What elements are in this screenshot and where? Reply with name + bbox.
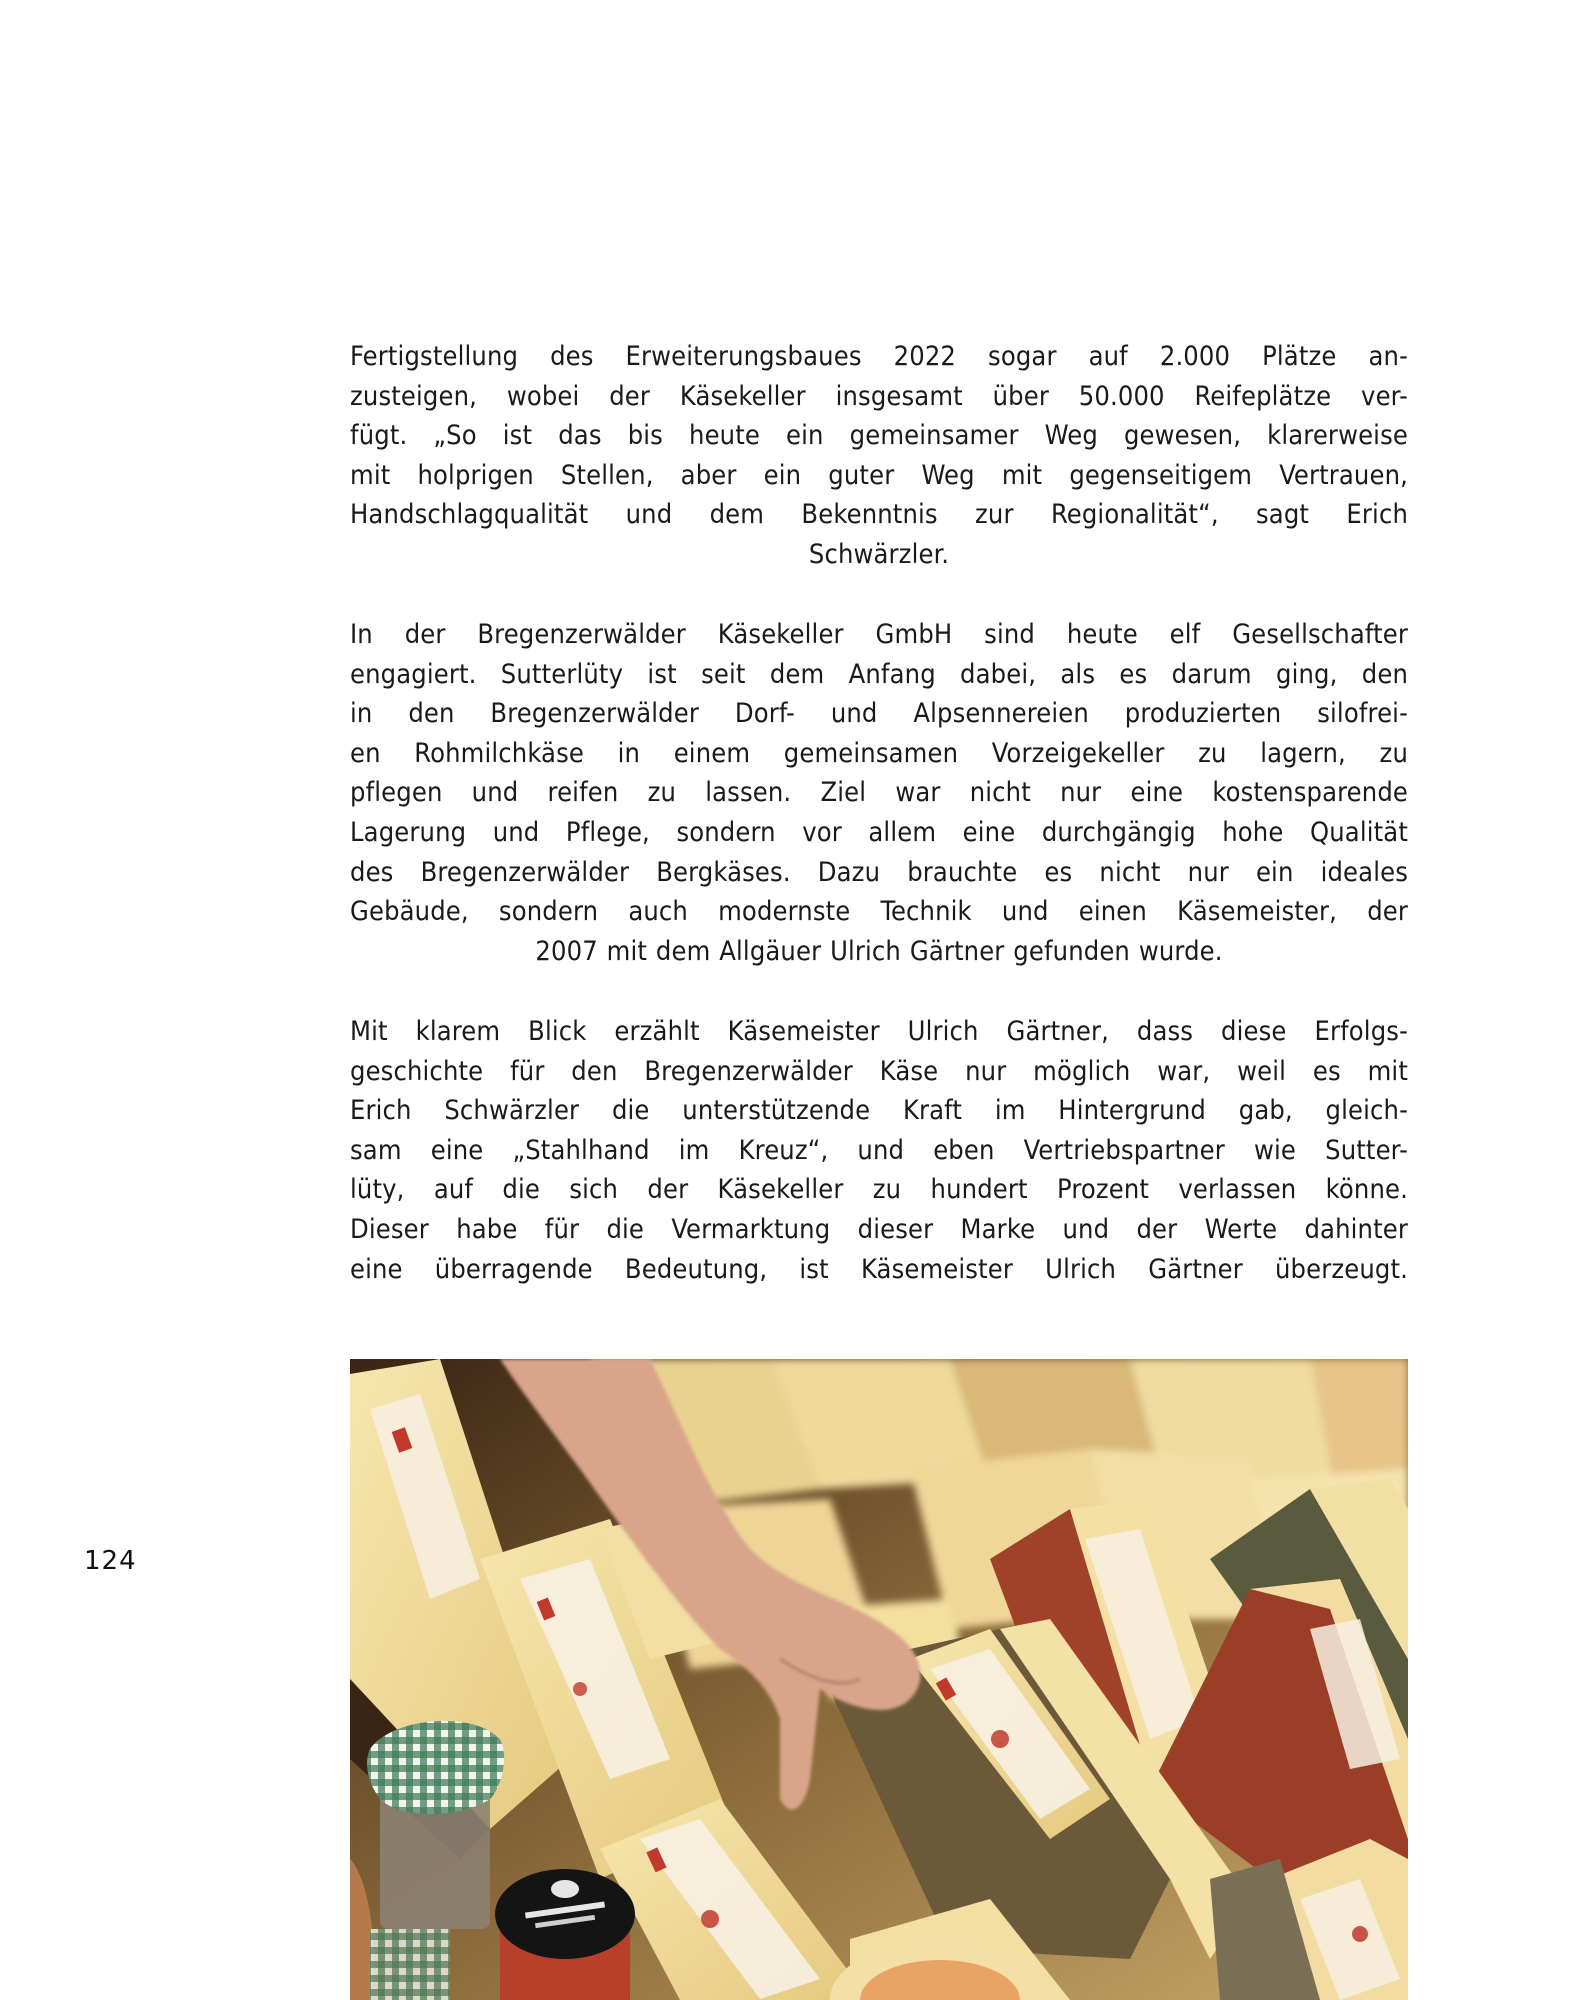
text-line: Mit klarem Blick erzählt Käsemeister Ulrich Gärtner, dass diese Erfolgs-	[350, 1016, 1408, 1047]
text-line: engagiert. Sutterlüty ist seit dem Anfang dabei, als es darum ging, den	[350, 658, 1408, 690]
paragraph-1	[350, 337, 1408, 575]
text-line: Gebäude, sondern auch modernste Technik und einen Käsemeister, der	[350, 896, 1408, 928]
cheese-photo	[350, 1359, 1408, 2000]
text-line: 2007 mit dem Allgäuer Ulrich Gärtner gefunden wurde.	[535, 935, 1223, 967]
text-line: mit holprigen Stellen, aber ein guter Weg mit gegenseitigem Vertrauen,	[350, 459, 1408, 491]
text-line: geschichte für den Bregenzerwälder Käse nur möglich war, weil es mit	[350, 1055, 1408, 1087]
text-line: des Bregenzerwälder Bergkäses. Dazu brauchte es nicht nur ein ideales	[350, 856, 1408, 888]
text-line: zusteigen, wobei der Käsekeller insgesamt über 50.000 Reifeplätze ver-	[350, 380, 1408, 412]
text-line: Fertigstellung des Erweiterungsbaues 2022 sogar auf 2.000 Plätze an-	[350, 341, 1408, 372]
text-line: Erich Schwärzler die unterstützende Kraft im Hintergrund gab, gleich-	[350, 1095, 1408, 1127]
text-line: Lagerung und Pflege, sondern vor allem eine durchgängig hohe Qualität	[350, 816, 1408, 848]
text-line: eine überragende Bedeutung, ist Käsemeister Ulrich Gärtner überzeugt.	[350, 1253, 1408, 1285]
text-line: pflegen und reifen zu lassen. Ziel war nicht nur eine kostensparende	[350, 777, 1408, 809]
text-line: Dieser habe für die Vermarktung dieser Marke und der Werte dahinter	[350, 1213, 1408, 1245]
text-line: In der Bregenzerwälder Käsekeller GmbH sind heute elf Gesellschafter	[350, 619, 1408, 650]
text-line: in den Bregenzerwälder Dorf- und Alpsennereien produzierten silofrei-	[350, 698, 1408, 730]
page-number: 124	[84, 1546, 137, 1576]
paragraph-2	[350, 615, 1408, 971]
pepperoni-jar-illustration	[495, 1869, 635, 2000]
text-line: fügt. „So ist das bis heute ein gemeinsamer Weg gewesen, klarerweise	[350, 420, 1408, 452]
text-line: en Rohmilchkäse in einem gemeinsamen Vorzeigekeller zu lagern, zu	[350, 737, 1408, 769]
cheese-photo-illustration	[350, 1359, 1408, 2000]
text-line: sam eine „Stahlhand im Kreuz“, und eben Vertriebspartner wie Sutter-	[350, 1134, 1408, 1166]
text-line: Schwärzler.	[808, 538, 950, 570]
text-line: lüty, auf die sich der Käsekeller zu hundert Prozent verlassen könne.	[350, 1174, 1408, 1206]
text-line: Handschlagqualität und dem Bekenntnis zur Regionalität“, sagt Erich	[350, 499, 1408, 531]
paragraph-3	[350, 1012, 1408, 1289]
